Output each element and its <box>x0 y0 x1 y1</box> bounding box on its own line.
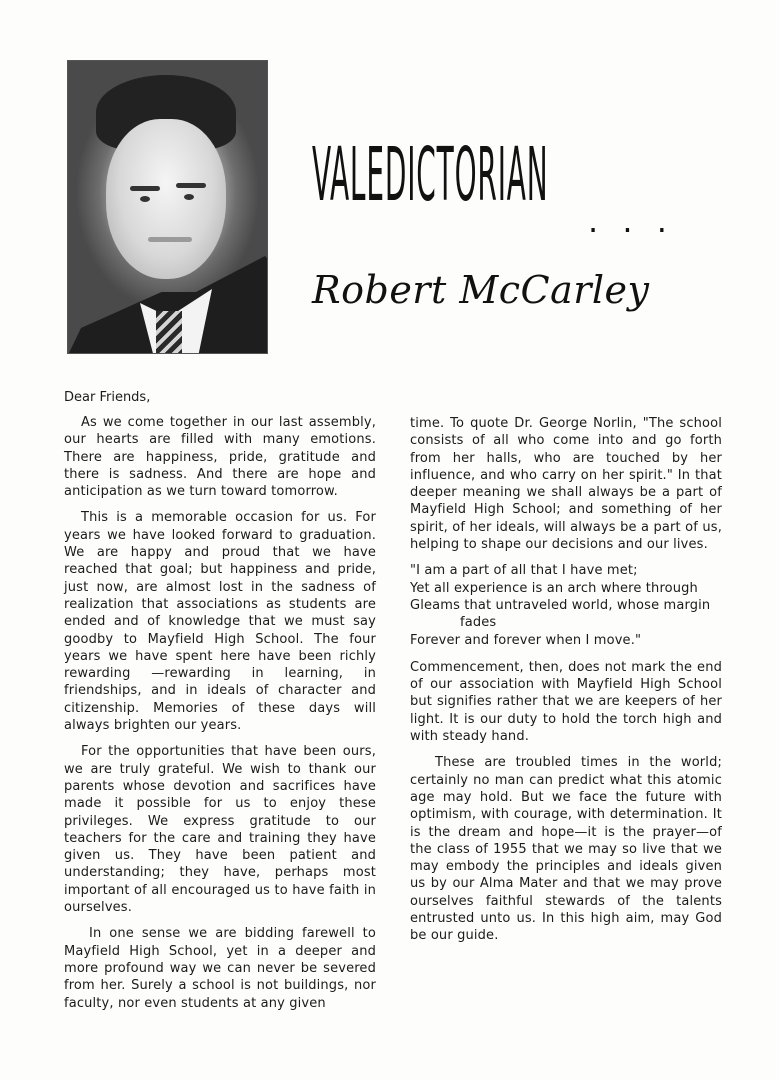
poem-line: Yet all experience is an arch where through <box>410 580 698 596</box>
poem-line: Gleams that untraveled world, whose margin <box>410 597 711 613</box>
letter-column-right <box>410 415 722 954</box>
quoted-poem <box>410 562 722 648</box>
letter-salutation: Dear Friends, <box>64 390 151 405</box>
letter-paragraph: For the opportunities that have been ours, we are truly grateful. We wish to thank our parents whose devotion and sacrifices have made it possible for us to enjoy these privileges. We express gratitude to our teachers for the care and training they have given us. They have been patient and understanding; they have, perhaps most important of all encouraged us to have faith in ourselves. <box>64 744 376 916</box>
photo-eye-right <box>184 194 194 200</box>
photo-mouth <box>148 237 192 242</box>
poem-line: Forever and forever when I move." <box>410 632 642 648</box>
valedictorian-portrait-photo <box>67 60 268 354</box>
letter-column-left <box>64 414 376 1021</box>
photo-eye-left <box>140 196 150 202</box>
letter-paragraph: These are troubled times in the world; certainly no man can predict what this atomic age may hold. But we face the future with optimism, with courage, with determination. It is the dream and hope—it is the prayer—of the class of 1955 that we may so live that we may embody the principles and ideals given us by our Alma Mater and that we may prove ourselves faithful stewards of the talents entrusted unto us. In this high aim, may God be our guide. <box>410 755 722 944</box>
photo-brow-right <box>176 183 206 188</box>
poem-line: "I am a part of all that I have met; <box>410 563 638 579</box>
letter-paragraph: time. To quote Dr. George Norlin, "The school consists of all who come into and go forth from her halls, who are touched by her influence, and who carry on her spirit." In that deeper meaning we shall always be a part of Mayfield High School; and something of her spirit, of her ideals, will always be a part of us, helping to shape our decisions and our lives. <box>410 416 722 553</box>
title-ellipsis: . . . <box>588 202 674 240</box>
letter-paragraph: Commencement, then, does not mark the end of our association with Mayfield High School but signifies rather that we are keepers of her light. It is our duty to hold the torch high and with steady hand. <box>410 659 722 745</box>
valedictorian-name: Robert McCarley <box>312 268 650 312</box>
photo-tie <box>156 311 182 354</box>
letter-paragraph: This is a memorable occasion for us. For years we have looked forward to graduation. We are happy and proud that we have reached that goal; but happiness and pride, just now, are almost lost in the sadness of realization that associations as students are ended and of knowledge that we must say goodby to Mayfield High School. The four years we have spent here have been richly rewarding —rewarding in learning, in friendships, and in ideals of character and citizenship. Memories of these days will always brighten our years. <box>64 510 376 734</box>
letter-paragraph: As we come together in our last assembly, our hearts are filled with many emotions. There are happiness, pride, gratitude and there is sadness. And there are hope and anticipation as we turn toward tomorrow. <box>64 415 376 500</box>
photo-face <box>106 119 226 279</box>
letter-paragraph: In one sense we are bidding farewell to Mayfield High School, yet in a deeper and more profound way we can never be severed from her. Surely a school is not buildings, nor faculty, nor even students at any given <box>64 926 376 1011</box>
photo-brow-left <box>130 186 160 191</box>
page-title: VALEDICTORIAN <box>312 132 549 218</box>
poem-line-wrap: fades <box>460 615 497 631</box>
